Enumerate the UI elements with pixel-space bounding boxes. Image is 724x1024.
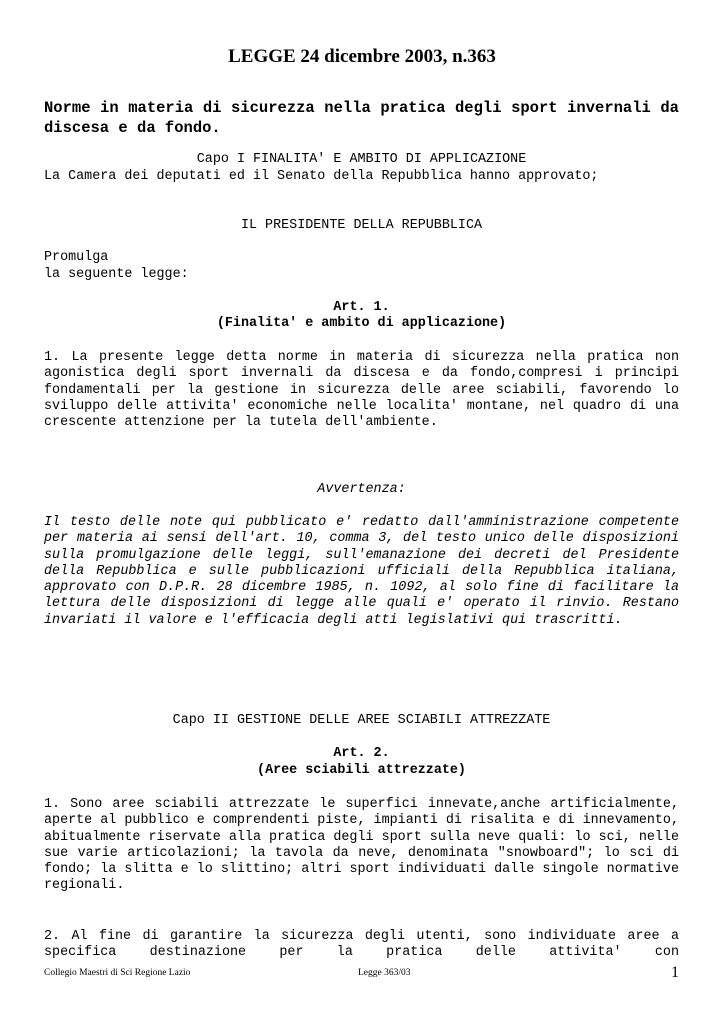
promulga-line: Promulga — [44, 250, 109, 265]
avvertenza-paragraph: Il testo delle note qui pubblicato e' redatto dall'amministrazione competente per materia ai sensi dell'art. 10, comma 3, del testo unico delle disposizioni sulla promulgazione delle leggi, sull'emanazione dei decreti del Presidente della Repubblica e sulle pubblicazioni ufficiali della Repubblica italiana, approvato con D.P.R. 28 dicembre 1985, n. 1092, al solo fine di facilitare la lettura delle disposizioni di legge alle quali e' operato il rinvio. Restano invariati il valore e l'efficacia degli atti legislativi qui trascritti. — [44, 515, 679, 628]
article-1-subtitle: (Finalita' e ambito di applicazione) — [216, 316, 507, 331]
capo-1-heading: Capo I FINALITA' E AMBITO DI APPLICAZIONE — [196, 152, 527, 167]
article-2-paragraph-1: 1. Sono aree sciabili attrezzate le superfici innevate,anche artificialmente, aperte al pubblico e comprendenti piste, impianti di risalita e di innevamento, abitualmente riservate alla pratica degli sport sulla neve quali: lo sci, nelle sue varie articolazioni; la tavola da neve, denominata "snowboard"; lo sci di fondo; la slitta e lo slittino; altri sport individuati dalle singole normative regionali. — [44, 797, 679, 894]
page-footer — [44, 964, 679, 984]
page-title: LEGGE 24 dicembre 2003, n.363 — [228, 46, 496, 67]
footer-law-reference: Legge 363/03 — [358, 968, 411, 978]
capo-2-heading: Capo II GESTIONE DELLE AREE SCIABILI ATTREZZATE — [172, 713, 551, 728]
page-number: 1 — [671, 964, 679, 981]
article-2-subtitle: (Aree sciabili attrezzate) — [257, 763, 466, 778]
article-2-paragraph-2: 2. Al fine di garantire la sicurezza degli utenti, sono individuate aree a specifica destinazione per la pratica delle attivita' con — [44, 929, 679, 961]
footer-organization: Collegio Maestri di Sci Regione Lazio — [44, 968, 191, 978]
law-subtitle: Norme in materia di sicurezza nella pratica degli sport invernali da discesa e da fondo. — [44, 99, 679, 137]
approval-paragraph: La Camera dei deputati ed il Senato della Repubblica hanno approvato; — [44, 169, 599, 184]
article-2-title: Art. 2. — [333, 746, 390, 761]
promulga-line-2: la seguente legge: — [44, 267, 189, 282]
article-1-title: Art. 1. — [333, 300, 390, 315]
president-heading: IL PRESIDENTE DELLA REPUBBLICA — [240, 218, 483, 233]
article-1-paragraph-1: 1. La presente legge detta norme in materia di sicurezza nella pratica non agonistica degli sport invernali da discesa e da fondo,compresi i principi fondamentali per la gestione in sicurezza delle aree sciabili, favorendo lo sviluppo delle attivita' economiche nelle localita' montane, nel quadro di una crescente attenzione per la tutela dell'ambiente. — [44, 350, 679, 431]
avvertenza-heading: Avvertenza: — [317, 482, 406, 497]
